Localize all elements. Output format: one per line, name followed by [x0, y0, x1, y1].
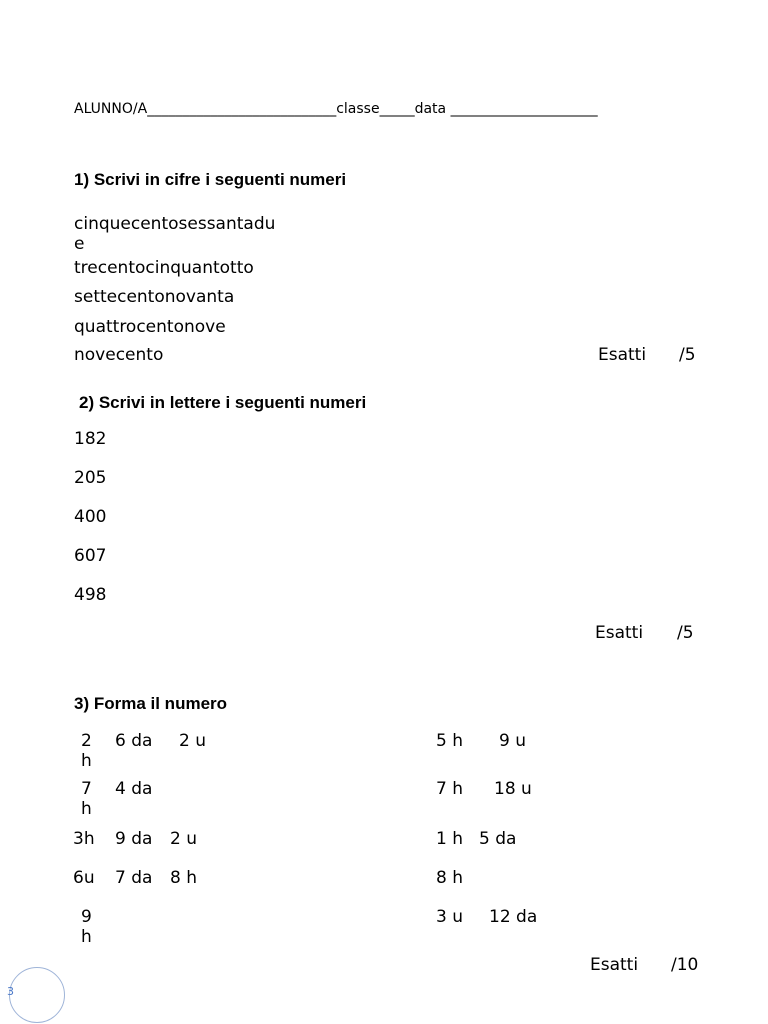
- section3-title: 3) Forma il numero: [74, 694, 228, 713]
- section3-left-row4-tens: 7 da: [115, 868, 153, 888]
- section1-score-total: /5: [679, 345, 696, 365]
- section3-left-row2-tens: 4 da: [115, 779, 153, 799]
- section3-right-row3-b: 5 da: [479, 829, 517, 849]
- section3-right-row4-a: 8 h: [436, 868, 463, 888]
- section3-left-row4-units: 6u: [73, 868, 95, 888]
- section3-right-row2-b: 18 u: [494, 779, 532, 799]
- section3-right-row2-a: 7 h: [436, 779, 463, 799]
- section3-left-row1-hundreds: 2 h: [81, 731, 92, 771]
- section1-item-3: settecentonovanta: [74, 287, 235, 307]
- section3-left-row1-tens: 6 da: [115, 731, 153, 751]
- student-label: ALUNNO/A: [74, 101, 148, 117]
- section1-item-2: trecentocinquantotto: [74, 258, 254, 278]
- section1-title: 1) Scrivi in cifre i seguenti numeri: [74, 170, 347, 189]
- section3-left-row3-tens: 9 da: [115, 829, 153, 849]
- section3-left-row2-hundreds: 7 h: [81, 779, 92, 819]
- section2-title: 2) Scrivi in lettere i seguenti numeri: [79, 393, 367, 412]
- section3-right-row5-b: 12 da: [489, 907, 538, 927]
- section3-score-total: /10: [671, 955, 699, 975]
- page-number: 3: [7, 985, 14, 998]
- section3-right-row1-b: 9 u: [499, 731, 526, 751]
- date-label: data: [414, 101, 447, 117]
- section3-right-row3-a: 1 h: [436, 829, 463, 849]
- section2-score-label: Esatti: [595, 623, 644, 643]
- section3-left-row1-units: 2 u: [179, 731, 206, 751]
- section2-item-5: 498: [74, 585, 107, 605]
- date-blank[interactable]: _____________________: [450, 101, 598, 117]
- student-info-line: [74, 101, 598, 117]
- section2-item-2: 205: [74, 468, 107, 488]
- section3-score-label: Esatti: [590, 955, 639, 975]
- section1-item-1: cinquecentosessantadue: [74, 214, 276, 254]
- section3-right-row1-a: 5 h: [436, 731, 463, 751]
- section3-left-row3-hundreds: 3h: [73, 829, 95, 849]
- page-number-circle: [9, 967, 65, 1023]
- section3-left-row5-hundreds: 9 h: [81, 907, 92, 947]
- section1-item-5: novecento: [74, 345, 164, 365]
- student-name-blank[interactable]: ___________________________: [147, 101, 337, 117]
- section2-item-1: 182: [74, 429, 107, 449]
- section3-left-row3-units: 2 u: [170, 829, 197, 849]
- class-label: classe: [336, 101, 380, 117]
- section3-left-row4-hundreds: 8 h: [170, 868, 197, 888]
- section3-right-row5-a: 3 u: [436, 907, 463, 927]
- section2-score-total: /5: [677, 623, 694, 643]
- section1-item-4: quattrocentonove: [74, 317, 226, 337]
- section1-score-label: Esatti: [598, 345, 647, 365]
- section2-item-4: 607: [74, 546, 107, 566]
- section2-item-3: 400: [74, 507, 107, 527]
- class-blank[interactable]: _____: [379, 101, 415, 117]
